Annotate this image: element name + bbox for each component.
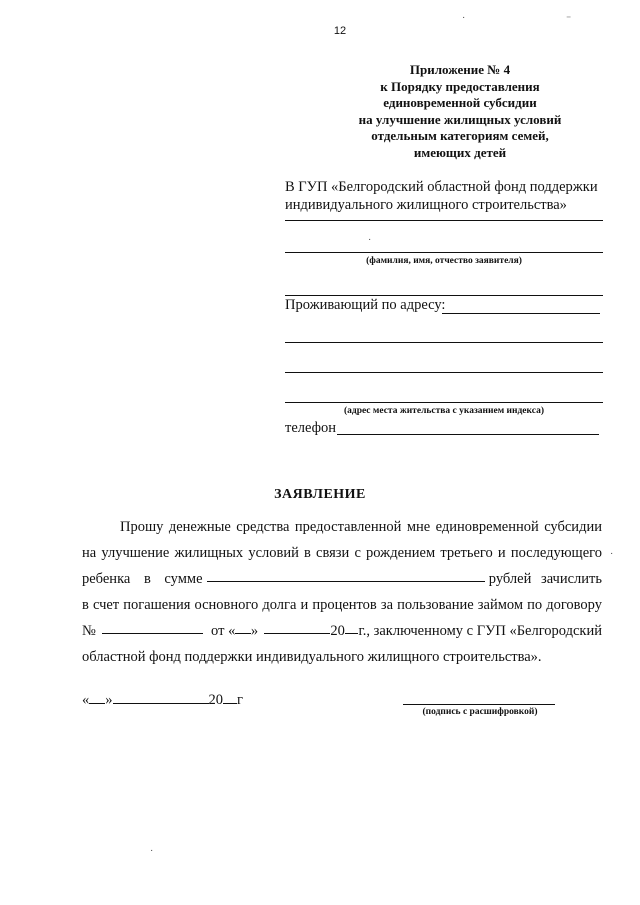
word: по xyxy=(527,597,543,613)
phone-label: телефон xyxy=(285,420,337,436)
word: единовременной xyxy=(435,519,539,535)
address-line-2[interactable] xyxy=(285,342,603,343)
address-line-4[interactable] xyxy=(285,402,603,403)
fio-line-3[interactable] xyxy=(285,295,603,296)
body-line-2 xyxy=(82,540,602,566)
address-line-3[interactable] xyxy=(285,372,603,373)
word: связи xyxy=(316,545,350,561)
word: денежные xyxy=(168,519,231,535)
word: жилищных xyxy=(174,545,244,561)
date-year-field[interactable] xyxy=(223,688,237,704)
word: займом xyxy=(477,597,524,613)
contract-year-prefix: 20 xyxy=(330,623,345,639)
date-day-field[interactable] xyxy=(89,688,105,704)
scan-speck: · xyxy=(368,234,372,245)
word: и xyxy=(497,545,506,561)
application-body xyxy=(82,514,602,670)
contract-number-field[interactable] xyxy=(102,618,203,634)
word: погашения xyxy=(123,597,191,613)
scan-speck: · xyxy=(150,845,154,856)
body-line-6: областной фонд поддержки индивидуального жилищного строительства». xyxy=(82,649,542,665)
word: последующего xyxy=(510,545,602,561)
word: средства xyxy=(236,519,290,535)
amount-suffix: рублей зачислить xyxy=(488,571,602,587)
contract-year-field[interactable] xyxy=(345,618,359,634)
word: условий xyxy=(248,545,299,561)
appendix-line: на улучшение жилищных условий xyxy=(358,111,562,127)
word: предоставленной xyxy=(294,519,402,535)
appendix-line: к Порядку предоставления xyxy=(380,78,540,94)
word: Прошу xyxy=(120,519,164,535)
word: в xyxy=(304,545,311,561)
date-open-quote: « xyxy=(82,692,90,708)
word: третьего xyxy=(440,545,493,561)
body-line-4 xyxy=(82,592,602,618)
phone-line[interactable] xyxy=(337,434,599,435)
contract-date-quote: » xyxy=(250,623,259,639)
scan-speck: · xyxy=(462,12,466,23)
body-line-5 xyxy=(82,618,602,644)
word: за xyxy=(380,597,394,613)
body-line-3 xyxy=(82,566,602,592)
word: и xyxy=(300,597,309,613)
date-close-quote: » xyxy=(105,692,113,708)
appendix-line: Приложение № 4 xyxy=(409,62,511,77)
body-line-1 xyxy=(82,514,602,540)
word: долга xyxy=(262,597,297,613)
date-block xyxy=(82,688,243,709)
signature-line[interactable] xyxy=(403,704,555,705)
scan-speck: ⁻ xyxy=(566,14,572,25)
fio-line-2[interactable] xyxy=(285,252,603,253)
appendix-line: единовременной субсидии xyxy=(383,95,537,110)
address-label: Проживающий по адресу: xyxy=(285,297,446,313)
amount-field[interactable] xyxy=(207,566,485,582)
recipient-block: В ГУП «Белгородский областной фонд поддержки индивидуального жилищного строительства» xyxy=(285,179,598,213)
address-line-1[interactable] xyxy=(442,313,600,314)
address-caption: (адрес места жительства с указанием индекса) xyxy=(343,406,545,416)
contract-month-field[interactable] xyxy=(264,618,330,634)
contract-suffix: г., заключенному с ГУП «Белгородский xyxy=(358,623,602,639)
fio-caption: (фамилия, имя, отчество заявителя) xyxy=(366,256,522,266)
contract-no-label: № xyxy=(82,623,96,639)
appendix-header xyxy=(340,62,580,161)
date-month-field[interactable] xyxy=(113,688,209,704)
word: пользование xyxy=(397,597,474,613)
contract-date-from: от « xyxy=(211,623,236,639)
word: на xyxy=(82,545,97,561)
word: улучшение xyxy=(101,545,170,561)
date-year-suffix: г xyxy=(237,692,243,708)
contract-day-field[interactable] xyxy=(235,618,251,634)
fio-line-1[interactable] xyxy=(285,220,603,221)
word: счет xyxy=(92,597,120,613)
date-year-prefix: 20 xyxy=(208,692,223,708)
word: в xyxy=(82,597,89,613)
word: субсидии xyxy=(544,519,602,535)
word: мне xyxy=(406,519,431,535)
document-title: ЗАЯВЛЕНИЕ xyxy=(274,487,366,502)
page-number: 12 xyxy=(333,25,347,37)
scan-speck: · xyxy=(610,548,614,559)
word: процентов xyxy=(312,597,377,613)
amount-label: ребенка в сумме xyxy=(82,571,203,587)
word: основного xyxy=(194,597,259,613)
word: рождением xyxy=(366,545,436,561)
word: с xyxy=(354,545,361,561)
appendix-line: отдельным категориям семей, xyxy=(371,128,549,143)
signature-caption: (подпись с расшифровкой) xyxy=(422,707,538,717)
word: договору xyxy=(546,597,602,613)
appendix-line: имеющих детей xyxy=(413,144,507,160)
